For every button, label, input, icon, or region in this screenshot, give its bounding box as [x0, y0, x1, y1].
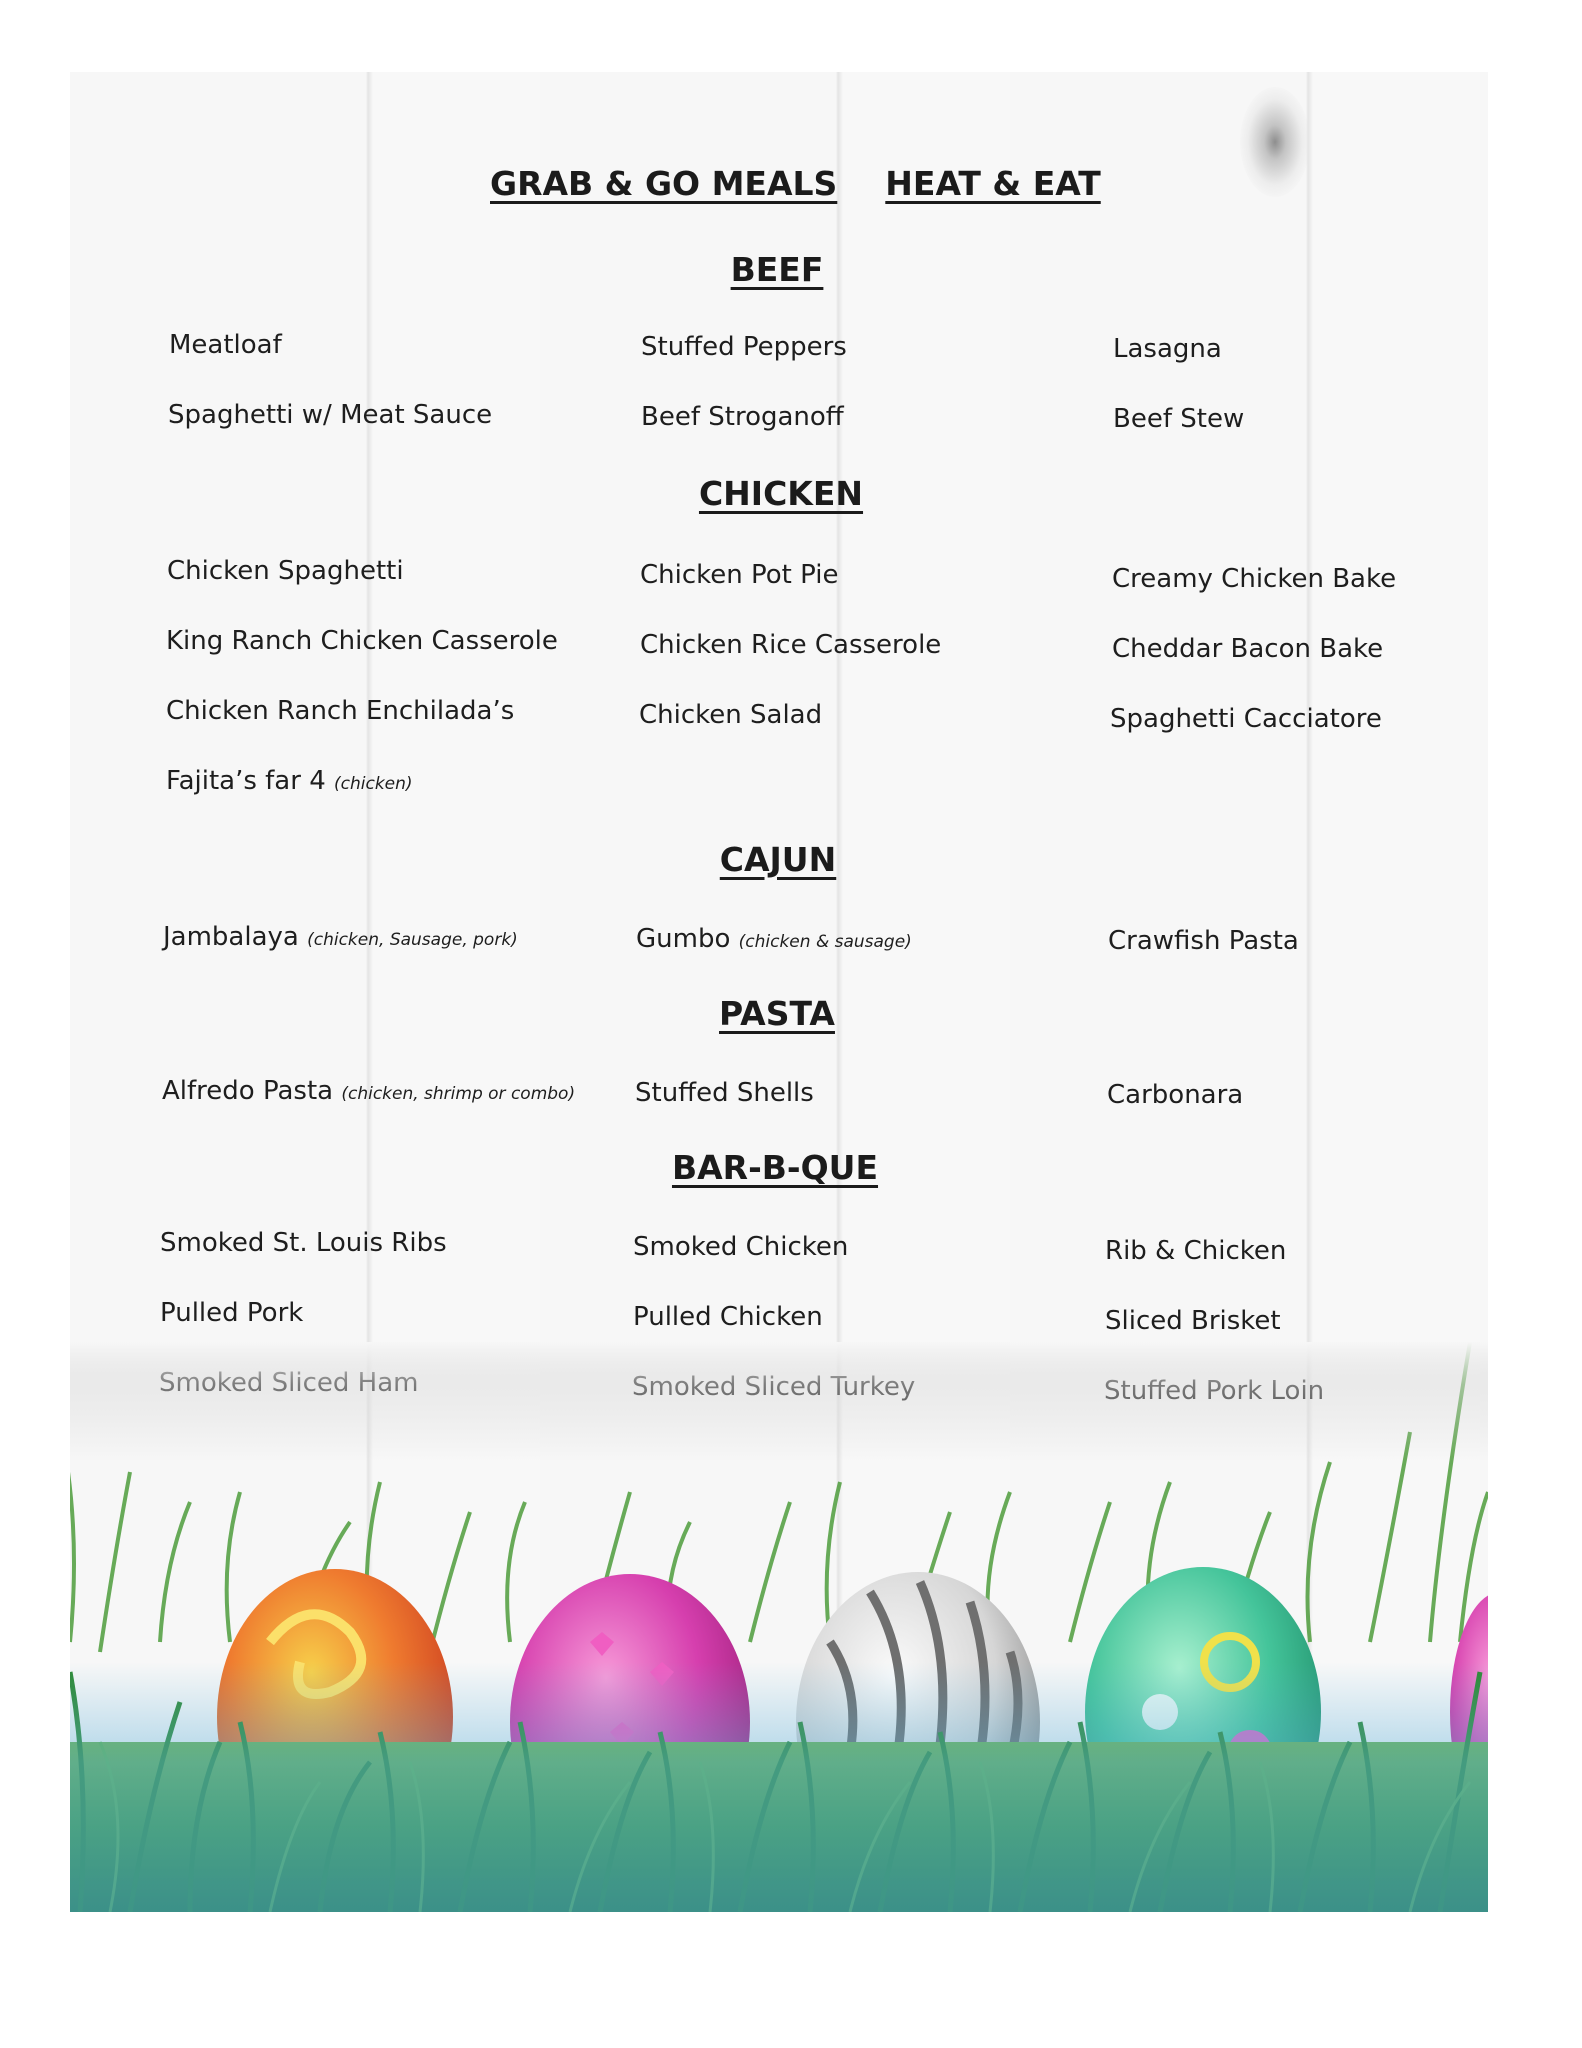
menu-item: Meatloaf	[169, 330, 282, 360]
menu-item: Spaghetti Cacciatore	[1110, 704, 1382, 734]
menu-item: Stuffed Peppers	[641, 332, 847, 362]
menu-item	[166, 766, 413, 796]
menu-item: Chicken Rice Casserole	[640, 630, 942, 660]
menu-item-name: Jambalaya	[163, 922, 299, 952]
menu-item	[163, 922, 518, 952]
easter-grass-eggs-illustration	[70, 1342, 1488, 1912]
menu-item: Chicken Pot Pie	[640, 560, 839, 590]
menu-item: Crawfish Pasta	[1108, 926, 1299, 956]
menu-item: Chicken Ranch Enchilada’s	[166, 696, 515, 726]
menu-item-note: (chicken & sausage)	[738, 932, 912, 952]
menu-item: Pulled Chicken	[633, 1302, 823, 1332]
page-title	[490, 164, 1101, 203]
menu-item: Carbonara	[1107, 1080, 1244, 1110]
heading-cajun: CAJUN	[719, 840, 837, 879]
flyer-page	[70, 72, 1488, 1912]
menu-item: Rib & Chicken	[1105, 1236, 1287, 1266]
heading-pasta: PASTA	[719, 994, 835, 1033]
menu-item: Cheddar Bacon Bake	[1112, 634, 1384, 664]
title-grab-and-go: GRAB & GO MEALS	[490, 164, 838, 203]
menu-item: Creamy Chicken Bake	[1112, 564, 1397, 594]
menu-item: Spaghetti w/ Meat Sauce	[168, 400, 493, 430]
menu-item: Stuffed Shells	[635, 1078, 814, 1108]
menu-item: Pulled Pork	[160, 1298, 304, 1328]
menu-item-name: Gumbo	[636, 924, 731, 954]
menu-item	[162, 1076, 575, 1106]
wood-knot-decoration	[1240, 87, 1310, 197]
menu-item: Chicken Salad	[639, 700, 823, 730]
menu-item-note: (chicken)	[334, 774, 413, 794]
menu-item-note: (chicken, Sausage, pork)	[307, 930, 518, 950]
title-heat-and-eat: HEAT & EAT	[885, 164, 1101, 203]
menu-item: Smoked Chicken	[633, 1232, 849, 1262]
menu-item: King Ranch Chicken Casserole	[166, 626, 558, 656]
menu-item: Beef Stroganoff	[641, 402, 844, 432]
menu-item-note: (chicken, shrimp or combo)	[341, 1084, 576, 1104]
heading-bar-b-que: BAR-B-QUE	[671, 1148, 879, 1187]
menu-item-name: Fajita’s far 4	[166, 766, 326, 796]
menu-item: Chicken Spaghetti	[167, 556, 404, 586]
menu-item: Smoked St. Louis Ribs	[160, 1228, 447, 1258]
menu-item	[636, 924, 912, 954]
menu-item-name: Alfredo Pasta	[162, 1076, 334, 1106]
heading-beef: BEEF	[730, 250, 824, 289]
menu-item: Sliced Brisket	[1105, 1306, 1281, 1336]
heading-chicken: CHICKEN	[698, 474, 864, 513]
menu-item: Lasagna	[1113, 334, 1222, 364]
menu-item: Beef Stew	[1113, 404, 1245, 434]
